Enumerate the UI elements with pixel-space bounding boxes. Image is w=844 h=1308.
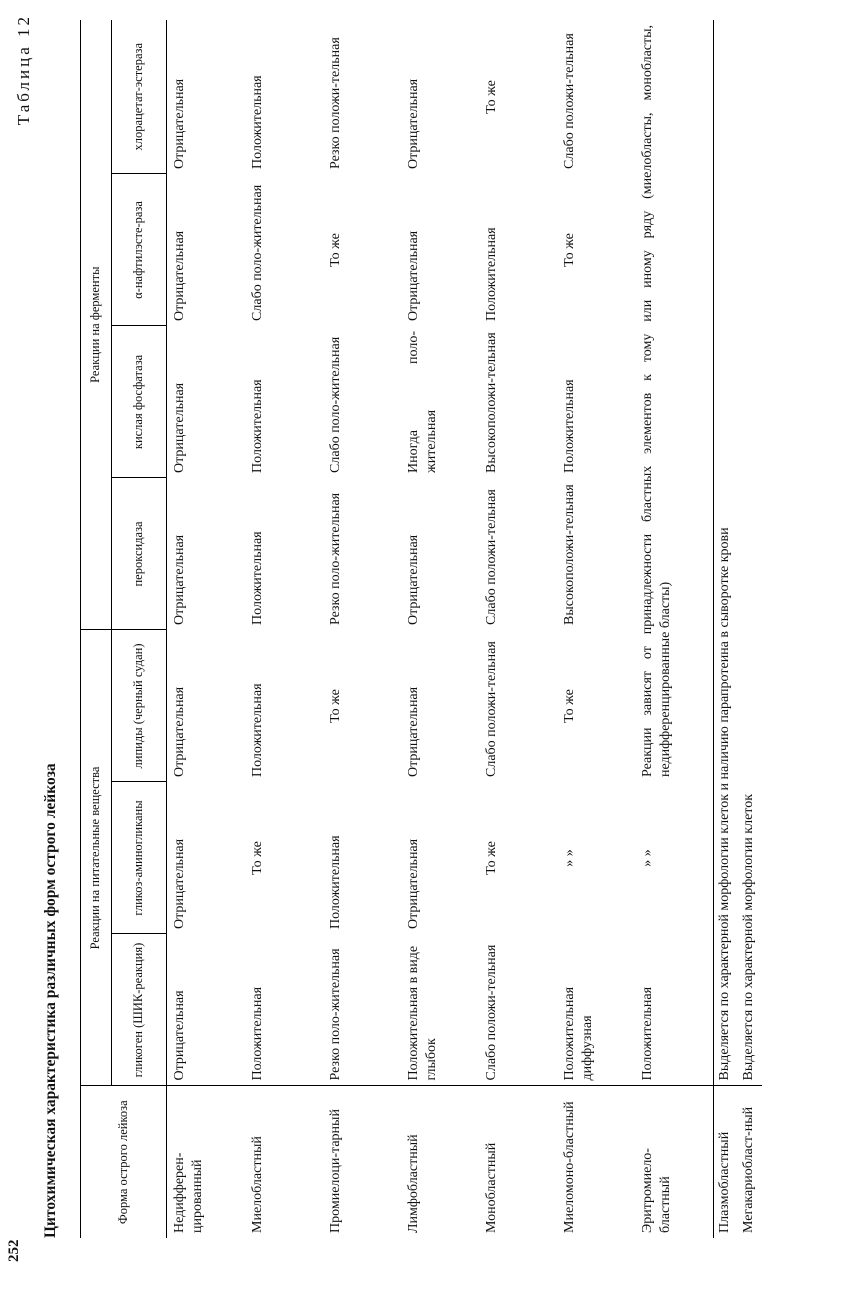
cell-form: Промиелоци-тарный bbox=[328, 1109, 343, 1233]
cell-glycosaminoglycans: Отрицательная bbox=[172, 838, 187, 929]
header-peroxidase: пероксидаза bbox=[112, 478, 167, 630]
header-form: Форма острого лейкоза bbox=[81, 1086, 167, 1238]
cell-glycosaminoglycans: Отрицательная bbox=[406, 838, 421, 929]
cell-naphthyl-esterase: То же bbox=[562, 233, 577, 267]
cell-peroxidase: Отрицательная bbox=[406, 534, 421, 625]
cell-naphthyl-esterase: То же bbox=[328, 233, 343, 267]
cell-form: Недифферен-цированный bbox=[172, 1152, 205, 1233]
cell-peroxidase: Отрицательная bbox=[172, 534, 187, 625]
cell-glycogen: Отрицательная bbox=[167, 934, 246, 1086]
cell-naphthyl-esterase: Отрицательная bbox=[172, 230, 187, 321]
table-title: Цитохимическая характеристика различных форм острого лейкоза bbox=[42, 763, 59, 1238]
cell-naphthyl-esterase: Слабо поло-жительная bbox=[250, 184, 265, 321]
cell-form: Монобластный bbox=[484, 1142, 499, 1233]
table-row bbox=[167, 20, 246, 1238]
cell-acid-phosphatase: Слабо поло-жительная bbox=[328, 336, 343, 473]
cell-glycogen: Положительная диффузная bbox=[557, 934, 635, 1086]
header-lipids: липиды (черный судан) bbox=[112, 630, 167, 782]
cell-form: Лимфобластный bbox=[406, 1134, 421, 1233]
cell-glycogen: Положительная в виде глыбок bbox=[401, 934, 479, 1086]
cell-peroxidase: Высокоположи-тельная bbox=[562, 484, 577, 625]
cell-acid-phosphatase: Положительная bbox=[250, 379, 265, 473]
rotated-page-content bbox=[12, 8, 832, 1298]
header-nutrients-group: Реакции на питательные вещества bbox=[81, 630, 112, 1086]
cell-glycosaminoglycans: » » bbox=[562, 849, 577, 867]
cell-glycogen: Слабо положи-тельная bbox=[479, 934, 557, 1086]
cell-peroxidase: Резко поло-жительная bbox=[328, 492, 343, 625]
cell-chloroacetate-esterase: Отрицательная bbox=[172, 78, 187, 169]
cell-chloroacetate-esterase: Резко положи-тельная bbox=[328, 37, 343, 169]
cell-lipids: То же bbox=[562, 689, 577, 723]
table-row bbox=[323, 20, 401, 1238]
cell-form: Миелобластный bbox=[250, 1136, 265, 1233]
table-row bbox=[401, 20, 479, 1238]
cell-acid-phosphatase: Высокоположи-тельная bbox=[484, 332, 499, 473]
cell-chloroacetate-esterase: Слабо положи-тельная bbox=[562, 33, 577, 169]
cell-chloroacetate-esterase: Отрицательная bbox=[406, 78, 421, 169]
header-glycogen: гликоген (ШИК-реакция) bbox=[112, 934, 167, 1086]
table-row bbox=[738, 20, 762, 1238]
cell-lipids: Отрицательная bbox=[172, 686, 187, 777]
table-row bbox=[245, 20, 323, 1238]
cell-naphthyl-esterase: Положительная bbox=[484, 227, 499, 321]
cell-glycosaminoglycans: Положительная bbox=[328, 835, 343, 929]
cell-form: Мегакариобласт-ный bbox=[741, 1106, 756, 1233]
cell-peroxidase: Положительная bbox=[250, 531, 265, 625]
page-number: 252 bbox=[6, 1239, 22, 1262]
cell-glycosaminoglycans: То же bbox=[250, 841, 265, 875]
header-acid-phosphatase: кислая фосфатаза bbox=[112, 326, 167, 478]
cell-form: Эритромиело-бластный bbox=[635, 1086, 714, 1238]
cell-glycogen: Резко поло-жительная bbox=[323, 934, 401, 1086]
header-chloroacetate-esterase: хлорацетат-эстераза bbox=[112, 20, 167, 174]
cell-glycogen: Положительная bbox=[245, 934, 323, 1086]
cell-peroxidase: Слабо положи-тельная bbox=[484, 489, 499, 625]
cell-acid-phosphatase: Иногда поло-жительная bbox=[406, 330, 439, 473]
table-row bbox=[714, 20, 739, 1238]
cell-note: Реакции зависят от принадлежности бластных элементов к тому или иному ряду (миелобласты, монобласты, недифференцированные бласты) bbox=[635, 20, 714, 782]
cell-chloroacetate-esterase: Положительная bbox=[250, 75, 265, 169]
cell-glycosaminoglycans: » » bbox=[635, 782, 714, 934]
header-naphthyl-esterase: α-нафтилэсте-раза bbox=[112, 174, 167, 326]
cell-lipids: Положительная bbox=[250, 683, 265, 777]
cell-lipids: То же bbox=[328, 689, 343, 723]
cell-glycogen: Положительная bbox=[635, 934, 714, 1086]
cell-glycosaminoglycans: То же bbox=[484, 841, 499, 875]
table-row bbox=[479, 20, 557, 1238]
header-glycosaminoglycans: гликоз-аминогликаны bbox=[112, 782, 167, 934]
cell-acid-phosphatase: Положительная bbox=[562, 379, 577, 473]
table-row bbox=[557, 20, 635, 1238]
cell-acid-phosphatase: Отрицательная bbox=[172, 382, 187, 473]
cell-naphthyl-esterase: Отрицательная bbox=[406, 230, 421, 321]
cell-form: Плазмобластный bbox=[717, 1131, 732, 1233]
cell-lipids: Отрицательная bbox=[406, 686, 421, 777]
cell-note: Выделяется по характерной морфологии клеток bbox=[738, 20, 762, 1086]
cell-form: Миеломоно-бластный bbox=[562, 1101, 577, 1233]
table-row bbox=[635, 20, 714, 1238]
cell-lipids: Слабо положи-тельная bbox=[484, 641, 499, 777]
cytochemistry-table bbox=[80, 20, 762, 1238]
cell-chloroacetate-esterase: То же bbox=[484, 80, 499, 114]
header-enzymes-group: Реакции на ферменты bbox=[81, 20, 112, 630]
table-label: Таблица 12 bbox=[14, 14, 33, 126]
cell-note: Выделяется по характерной морфологии клеток и наличию парапротеина в сыворотке крови bbox=[714, 20, 739, 1086]
